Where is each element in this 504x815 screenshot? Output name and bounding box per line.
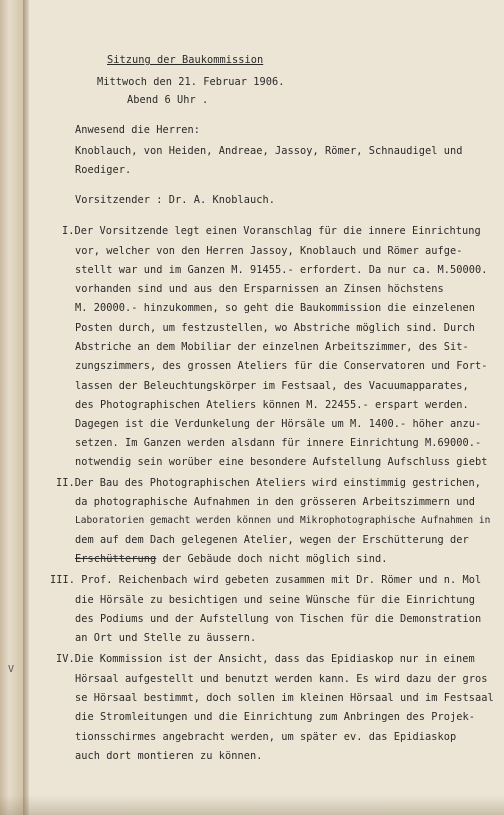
s1-line-6: Posten durch, um festzustellen, wo Abstriche möglich sind. Durch [75,322,475,334]
s2-line-5: Erschütterung der Gebäude doch nicht möglich sind. [75,553,388,565]
s4-line-4: die Stromleitungen und die Einrichtung zum Anbringen des Projek- [75,711,475,723]
s1-line-2: vor, welcher von den Herren Jassoy, Knoblauch und Römer aufge- [75,245,463,257]
s2-line-1: II.Der Bau des Photographischen Ateliers wird einstimmig gestrichen, [56,477,481,489]
s2-line-4: dem auf dem Dach gelegenen Atelier, wegen der Erschütterung der [75,534,469,546]
s1-line-10: des Photographischen Ateliers können M. 22455.- erspart werden. [75,399,469,411]
chair-line: Vorsitzender : Dr. A. Knoblauch. [75,194,275,206]
attendance-label: Anwesend die Herren: [75,124,200,136]
s1-line-11: Dagegen ist die Verdunkelung der Hörsäle um M. 1400.- höher anzu- [75,418,482,430]
s4-line-2: Hörsaal aufgestellt und benutzt werden kann. Es wird dazu der gros [75,673,488,685]
s1-line-4: vorhanden sind und aus den Ersparnissen an Zinsen höchstens [75,283,444,295]
s3-line-1: III. Prof. Reichenbach wird gebeten zusammen mit Dr. Römer und n. Mol [50,574,482,586]
meeting-date: Mittwoch den 21. Februar 1906. [97,76,285,88]
s1-line-1: I.Der Vorsitzende legt einen Voranschlag für die innere Einrichtung [62,225,481,237]
s4-line-3: se Hörsaal bestimmt, doch sollen im kleinen Hörsaal und im Festsaal [75,692,494,704]
margin-mark: V [8,664,15,675]
meeting-time: Abend 6 Uhr . [127,94,209,106]
s1-line-5: M. 20000.- hinzukommen, so geht die Baukommission die einzelenen [75,302,475,314]
s4-line-1: IV.Die Kommission ist der Ansicht, dass das Epidiaskop nur in einem [56,653,475,665]
attendance-names-1: Knoblauch, von Heiden, Andreae, Jassoy, Römer, Schnaudigel und [75,145,463,157]
binding-strip [0,0,24,815]
struck-word: Erschütterung [75,553,157,565]
s1-line-13: notwendig sein worüber eine besondere Aufstellung Aufschluss giebt [75,456,488,468]
page-bottom-shadow [0,795,504,815]
s3-line-3: des Podiums und der Aufstellung von Tischen für die Demonstration [75,613,482,625]
s1-line-8: zungszimmers, des grossen Ateliers für die Conservatoren und Fort- [75,360,488,372]
attendance-names-2: Roediger. [75,164,132,176]
s1-line-9: lassen der Beleuchtungskörper im Festsaal, des Vacuumapparates, [75,380,469,392]
document-title: Sitzung der Baukommission [107,54,264,66]
s4-line-6: auch dort montieren zu können. [75,750,263,762]
s3-line-4: an Ort und Stelle zu äussern. [75,632,257,644]
page-gutter [23,0,29,815]
s4-line-5: tionsschirmes angebracht werden, um später ev. das Epidiaskop [75,731,457,743]
s1-line-12: setzen. Im Ganzen werden alsdann für innere Einrichtung M.69000.- [75,437,482,449]
s2-line-2: da photographische Aufnahmen in den grösseren Arbeitszimmern und [75,496,475,508]
s3-line-2: die Hörsäle zu besichtigen und seine Wünsche für die Einrichtung [75,594,475,606]
s2-line-3: Laboratorien gemacht werden können und Mikrophotographische Aufnahmen in [75,515,491,526]
s1-line-3: stellt war und im Ganzen M. 91455.- erfordert. Da nur ca. M.50000. [75,264,488,276]
s1-line-7: Abstriche an dem Mobiliar der einzelnen Arbeitszimmer, des Sit- [75,341,469,353]
